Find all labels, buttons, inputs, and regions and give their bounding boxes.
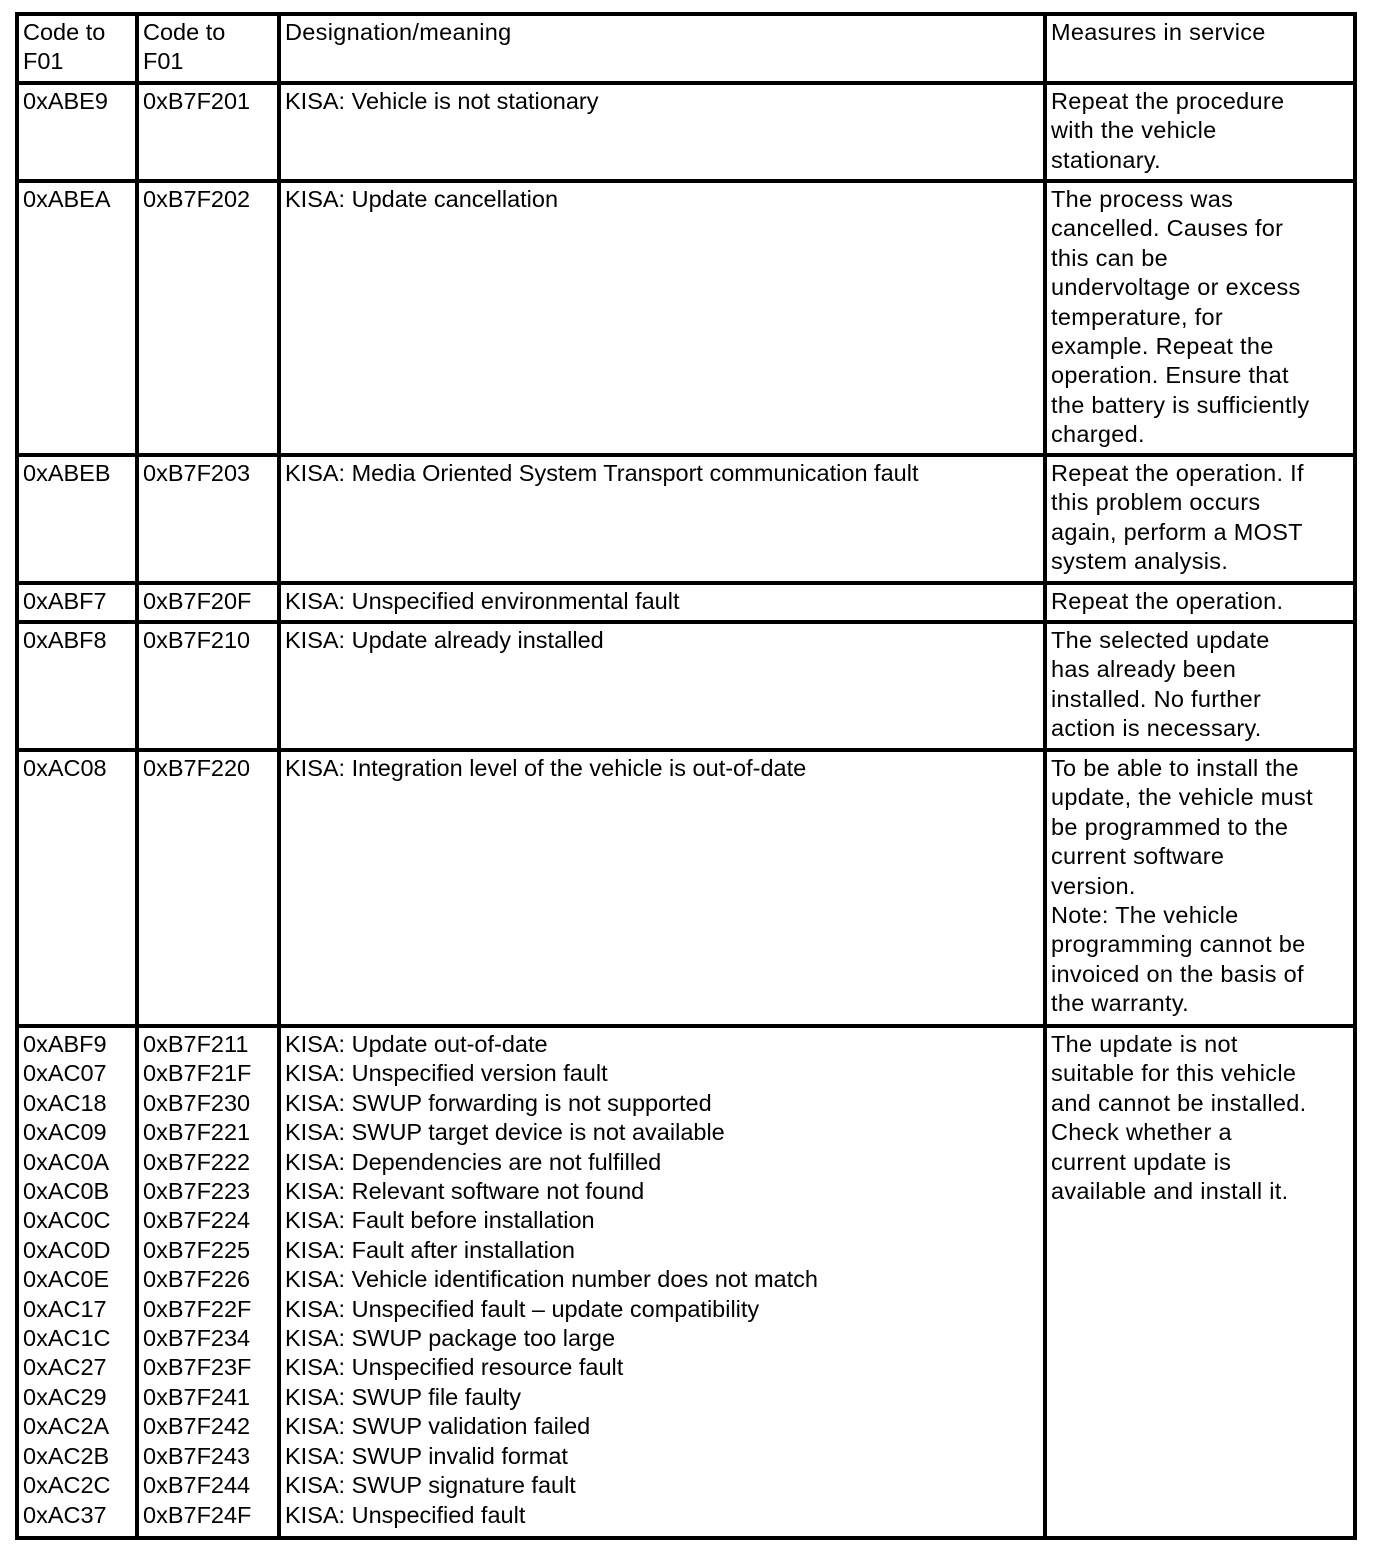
code-f01-ext-cell xyxy=(137,1026,279,1538)
header-measures xyxy=(1045,14,1355,83)
code-f01-ext: 0xB7F244 xyxy=(143,1472,251,1499)
designation-text: KISA: Vehicle identification number does not match xyxy=(285,1266,818,1293)
code-f01: 0xABEB xyxy=(23,460,111,486)
designation-text: KISA: SWUP forwarding is not supported xyxy=(285,1089,712,1116)
measures-cell xyxy=(1045,1026,1355,1538)
measures-text: this problem occurs xyxy=(1051,489,1261,516)
measures-text: system analysis. xyxy=(1051,548,1229,575)
designation-text: KISA: Unspecified environmental fault xyxy=(285,588,680,614)
header-text: Code to xyxy=(143,19,226,45)
header-designation xyxy=(279,14,1045,83)
measures-text: again, perform a MOST xyxy=(1051,518,1303,545)
measures-text: action is necessary. xyxy=(1051,715,1262,742)
code-f01: 0xAC0D xyxy=(23,1236,111,1263)
designation-cell xyxy=(279,455,1045,583)
code-f01-ext: 0xB7F225 xyxy=(143,1236,251,1263)
designation-text: KISA: Vehicle is not stationary xyxy=(285,88,599,114)
code-f01: 0xAC29 xyxy=(23,1383,107,1410)
table-body xyxy=(17,83,1355,1538)
designation-text: KISA: Fault after installation xyxy=(285,1236,575,1263)
measures-text: To be able to install the xyxy=(1051,755,1299,781)
measures-text: operation. Ensure that xyxy=(1051,362,1289,389)
code-f01-cell xyxy=(17,583,137,622)
code-f01: 0xAC0A xyxy=(23,1148,110,1175)
code-f01: 0xAC2A xyxy=(23,1413,110,1440)
measures-text: programming cannot be xyxy=(1051,931,1306,958)
code-f01: 0xABF9 xyxy=(23,1031,107,1057)
measures-cell xyxy=(1045,583,1355,622)
code-f01: 0xAC18 xyxy=(23,1089,107,1116)
measures-text: be programmed to the xyxy=(1051,813,1289,840)
measures-text: and cannot be installed. xyxy=(1051,1089,1307,1116)
designation-cell xyxy=(279,622,1045,750)
code-f01-ext: 0xB7F202 xyxy=(143,186,251,212)
measures-text: the battery is sufficiently xyxy=(1051,391,1310,418)
code-f01: 0xABEA xyxy=(23,186,111,212)
designation-text: KISA: Unspecified fault xyxy=(285,1501,526,1528)
designation-text: KISA: Media Oriented System Transport communication fault xyxy=(285,460,919,486)
designation-text: KISA: Relevant software not found xyxy=(285,1178,645,1205)
measures-cell xyxy=(1045,622,1355,750)
table-row xyxy=(17,83,1355,181)
code-f01: 0xAC09 xyxy=(23,1119,107,1146)
code-f01-ext: 0xB7F21F xyxy=(143,1060,252,1087)
designation-text: KISA: Update already installed xyxy=(285,627,604,653)
measures-text: The update is not xyxy=(1051,1031,1238,1057)
code-f01: 0xAC2C xyxy=(23,1472,111,1499)
code-f01: 0xAC27 xyxy=(23,1354,107,1381)
code-f01-ext: 0xB7F210 xyxy=(143,627,251,653)
designation-cell xyxy=(279,750,1045,1026)
table-row xyxy=(17,750,1355,1026)
designation-cell xyxy=(279,83,1045,181)
table-header-row xyxy=(17,14,1355,83)
code-f01-ext: 0xB7F243 xyxy=(143,1442,251,1469)
code-f01-ext: 0xB7F203 xyxy=(143,460,251,486)
measures-text: current update is xyxy=(1051,1148,1232,1175)
code-f01-ext: 0xB7F220 xyxy=(143,755,251,781)
code-f01-ext: 0xB7F211 xyxy=(143,1031,249,1057)
designation-text: KISA: Dependencies are not fulfilled xyxy=(285,1148,662,1175)
code-f01-cell xyxy=(17,181,137,455)
table-row xyxy=(17,455,1355,583)
code-f01-ext: 0xB7F24F xyxy=(143,1501,252,1528)
code-f01: 0xAC0C xyxy=(23,1207,111,1234)
code-f01-ext-cell xyxy=(137,622,279,750)
measures-text: suitable for this vehicle xyxy=(1051,1060,1297,1087)
designation-text: KISA: Update cancellation xyxy=(285,186,559,212)
code-f01-ext-cell xyxy=(137,455,279,583)
code-f01-ext-cell xyxy=(137,181,279,455)
code-f01: 0xABF7 xyxy=(23,588,107,614)
measures-text: stationary. xyxy=(1051,146,1161,173)
table-row xyxy=(17,1026,1355,1538)
measures-text: Repeat the operation. xyxy=(1051,588,1284,614)
code-f01-ext: 0xB7F230 xyxy=(143,1089,251,1116)
measures-text: installed. No further xyxy=(1051,685,1262,712)
measures-text: the warranty. xyxy=(1051,990,1189,1017)
code-f01: 0xABF8 xyxy=(23,627,107,653)
measures-text: The selected update xyxy=(1051,627,1270,653)
code-f01: 0xAC2B xyxy=(23,1442,110,1469)
designation-text: KISA: SWUP file faulty xyxy=(285,1383,521,1410)
code-f01-ext-cell xyxy=(137,83,279,181)
code-f01-ext: 0xB7F241 xyxy=(143,1383,251,1410)
designation-text: KISA: SWUP package too large xyxy=(285,1325,616,1352)
header-text: F01 xyxy=(143,48,184,75)
header-text: Measures in service xyxy=(1051,19,1266,45)
table-row xyxy=(17,622,1355,750)
measures-cell xyxy=(1045,750,1355,1026)
measures-text: The process was xyxy=(1051,186,1234,212)
code-f01: 0xAC0B xyxy=(23,1178,110,1205)
header-text: Designation/meaning xyxy=(285,19,512,45)
measures-text: available and install it. xyxy=(1051,1178,1289,1205)
designation-text: KISA: SWUP validation failed xyxy=(285,1413,591,1440)
measures-text: Check whether a xyxy=(1051,1119,1232,1146)
code-f01-ext: 0xB7F221 xyxy=(143,1119,251,1146)
measures-text: temperature, for xyxy=(1051,303,1223,330)
code-f01-ext: 0xB7F222 xyxy=(143,1148,251,1175)
code-f01: 0xAC08 xyxy=(23,755,107,781)
code-f01-cell xyxy=(17,455,137,583)
measures-cell xyxy=(1045,83,1355,181)
measures-cell xyxy=(1045,455,1355,583)
code-f01-ext-cell xyxy=(137,750,279,1026)
measures-text: Note: The vehicle xyxy=(1051,902,1239,929)
designation-text: KISA: Fault before installation xyxy=(285,1207,595,1234)
code-f01-ext-cell xyxy=(137,583,279,622)
table-row xyxy=(17,583,1355,622)
code-f01-ext: 0xB7F223 xyxy=(143,1178,251,1205)
code-f01-ext: 0xB7F226 xyxy=(143,1266,251,1293)
code-f01: 0xAC17 xyxy=(23,1295,107,1322)
designation-cell xyxy=(279,583,1045,622)
header-code-b xyxy=(137,14,279,83)
designation-text: KISA: SWUP invalid format xyxy=(285,1442,568,1469)
measures-text: charged. xyxy=(1051,421,1145,448)
code-f01-ext: 0xB7F22F xyxy=(143,1295,252,1322)
designation-cell xyxy=(279,181,1045,455)
measures-text: current software xyxy=(1051,843,1225,870)
code-f01: 0xAC07 xyxy=(23,1060,107,1087)
measures-text: Repeat the procedure xyxy=(1051,88,1285,114)
code-f01-cell xyxy=(17,622,137,750)
measures-text: has already been xyxy=(1051,656,1237,683)
code-f01-cell xyxy=(17,1026,137,1538)
measures-text: cancelled. Causes for xyxy=(1051,215,1284,242)
code-f01-cell xyxy=(17,83,137,181)
measures-cell xyxy=(1045,181,1355,455)
fault-code-table xyxy=(15,12,1357,1540)
measures-text: update, the vehicle must xyxy=(1051,784,1313,811)
designation-text: KISA: Unspecified fault – update compatibility xyxy=(285,1295,760,1322)
measures-text: this can be xyxy=(1051,244,1168,271)
designation-cell xyxy=(279,1026,1045,1538)
designation-text: KISA: Unspecified version fault xyxy=(285,1060,608,1087)
code-f01-ext: 0xB7F20F xyxy=(143,588,252,614)
designation-text: KISA: SWUP target device is not available xyxy=(285,1119,725,1146)
measures-text: version. xyxy=(1051,872,1136,899)
measures-text: invoiced on the basis of xyxy=(1051,960,1304,987)
code-f01: 0xAC1C xyxy=(23,1325,111,1352)
code-f01-ext: 0xB7F201 xyxy=(143,88,251,114)
code-f01: 0xAC37 xyxy=(23,1501,107,1528)
code-f01: 0xAC0E xyxy=(23,1266,110,1293)
designation-text: KISA: Unspecified resource fault xyxy=(285,1354,624,1381)
designation-text: KISA: SWUP signature fault xyxy=(285,1472,576,1499)
code-f01-ext: 0xB7F23F xyxy=(143,1354,252,1381)
measures-text: Repeat the operation. If xyxy=(1051,460,1304,486)
code-f01: 0xABE9 xyxy=(23,88,108,114)
table-row xyxy=(17,181,1355,455)
code-f01-ext: 0xB7F224 xyxy=(143,1207,251,1234)
measures-text: with the vehicle xyxy=(1051,117,1217,144)
designation-text: KISA: Update out-of-date xyxy=(285,1031,548,1057)
measures-text: undervoltage or excess xyxy=(1051,274,1301,301)
designation-text: KISA: Integration level of the vehicle is out-of-date xyxy=(285,755,807,781)
code-f01-cell xyxy=(17,750,137,1026)
header-text: F01 xyxy=(23,48,64,75)
header-text: Code to xyxy=(23,19,106,45)
header-code-a xyxy=(17,14,137,83)
code-f01-ext: 0xB7F234 xyxy=(143,1325,251,1352)
code-f01-ext: 0xB7F242 xyxy=(143,1413,251,1440)
measures-text: example. Repeat the xyxy=(1051,333,1274,360)
